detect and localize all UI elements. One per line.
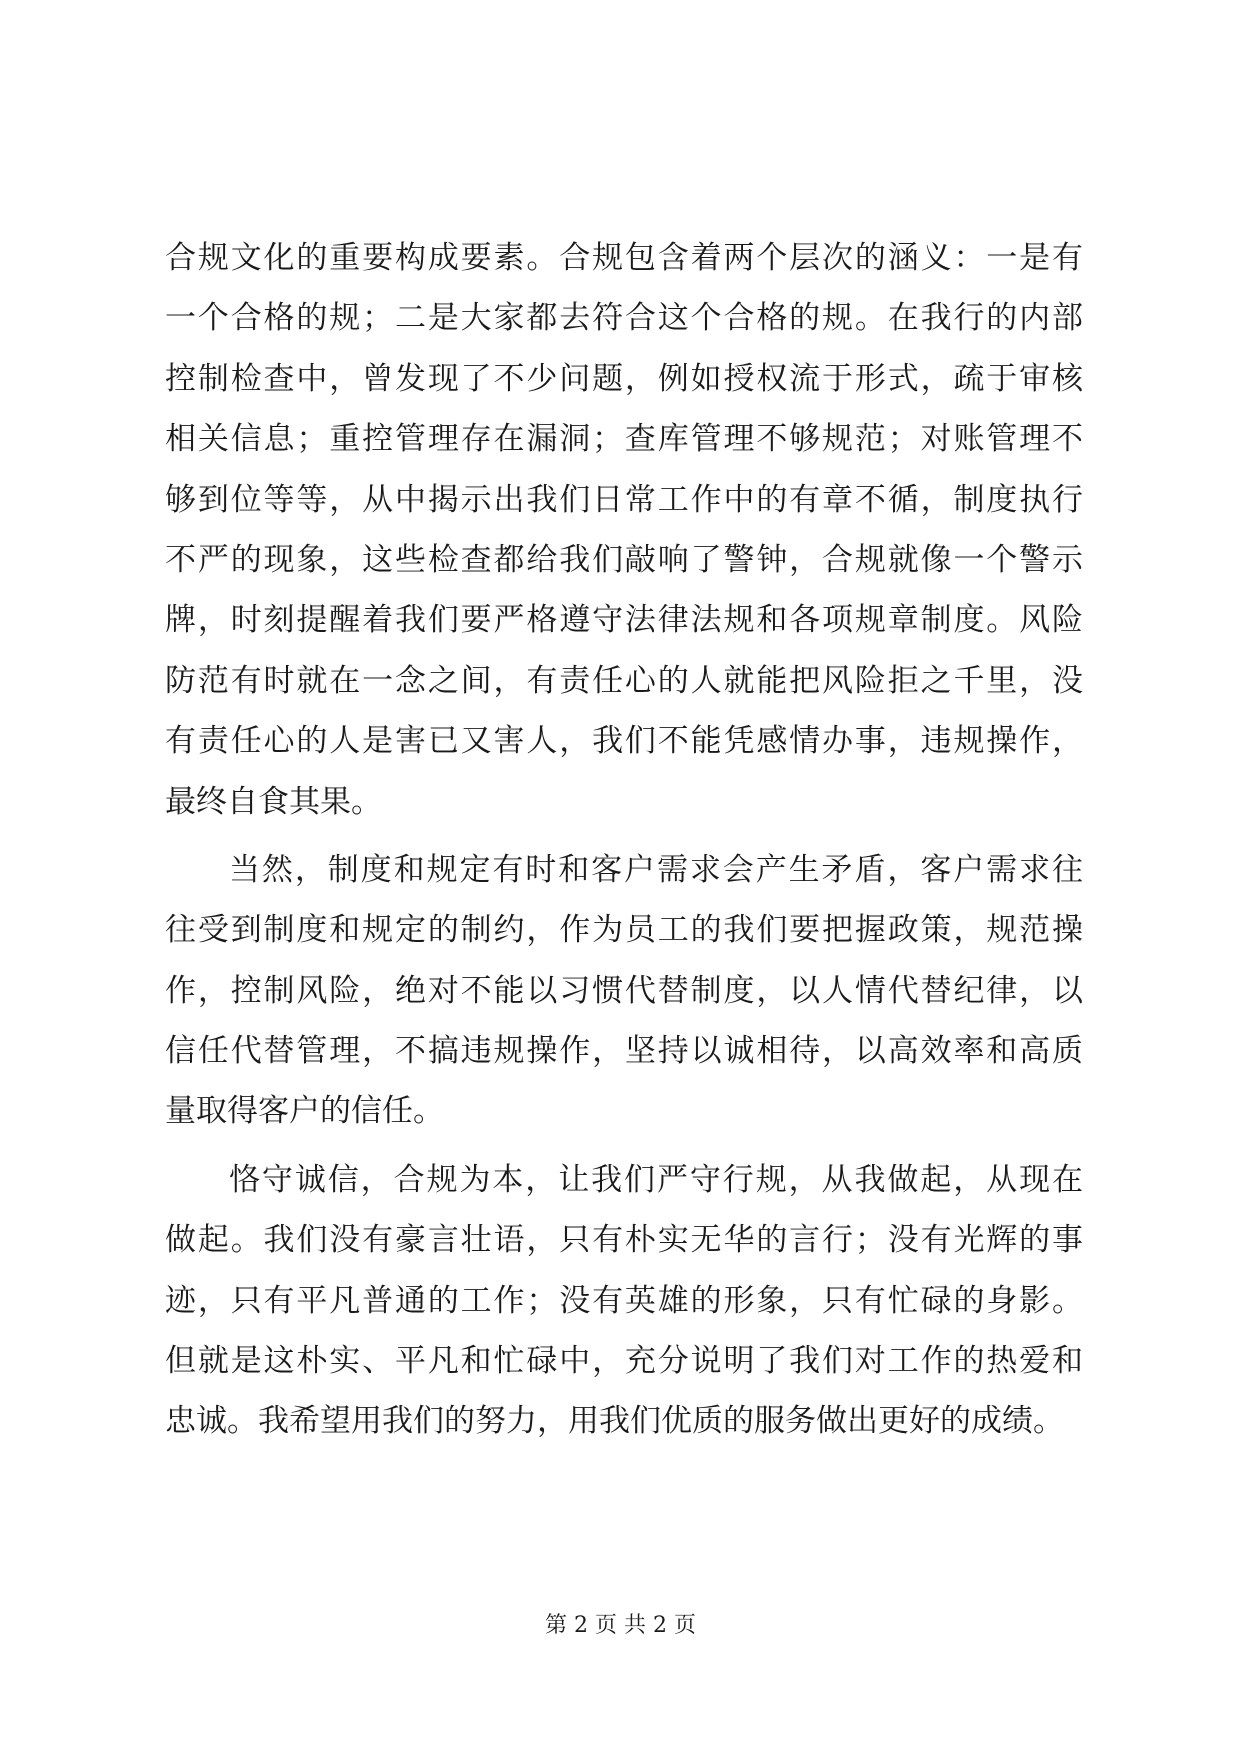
text-line: 有责任心的人是害已又害人，我们不能凭感情办事，违规操作， <box>165 723 1083 760</box>
text-line: 牌，时刻提醒着我们要严格遵守法律法规和各项规章制度。风险 <box>165 602 1083 639</box>
body-text <box>165 228 1083 1452</box>
text-line: 相关信息；重控管理存在漏洞；查库管理不够规范；对账管理不 <box>165 421 1083 458</box>
text-line: 防范有时就在一念之间，有责任心的人就能把风险拒之千里，没 <box>165 662 1083 699</box>
text-line: 合规文化的重要构成要素。合规包含着两个层次的涵义：一是有 <box>165 240 1083 276</box>
paragraph-1 <box>165 228 1083 832</box>
text-line: 做起。我们没有豪言壮语，只有朴实无华的言行；没有光辉的事 <box>165 1222 1083 1259</box>
text-line: 恪守诚信，合规为本，让我们严守行规，从我做起，从现在 <box>229 1161 1083 1198</box>
text-line: 忠诚。我希望用我们的努力，用我们优质的服务做出更好的成绩。 <box>165 1403 1064 1440</box>
text-line: 当然，制度和规定有时和客户需求会产生矛盾，客户需求往 <box>229 851 1083 888</box>
text-line: 信任代替管理，不搞违规操作，坚持以诚相待，以高效率和高质 <box>165 1033 1083 1070</box>
text-line: 但就是这朴实、平凡和忙碌中，充分说明了我们对工作的热爱和 <box>165 1343 1083 1380</box>
text-line: 作，控制风险，绝对不能以习惯代替制度，以人情代替纪律，以 <box>165 972 1083 1009</box>
text-line: 迹，只有平凡普通的工作；没有英雄的形象，只有忙碌的身影。 <box>165 1282 1083 1319</box>
paragraph-2 <box>165 840 1083 1142</box>
paragraph-3 <box>165 1150 1083 1452</box>
text-line: 往受到制度和规定的制约，作为员工的我们要把握政策，规范操 <box>165 912 1083 949</box>
page-number-label: 第 2 页 共 2 页 <box>545 1613 696 1638</box>
text-line: 量取得客户的信任。 <box>165 1093 444 1130</box>
text-line: 够到位等等，从中揭示出我们日常工作中的有章不循，制度执行 <box>165 481 1083 518</box>
page-footer <box>0 1608 1241 1639</box>
text-line: 一个合格的规；二是大家都去符合这个合格的规。在我行的内部 <box>165 300 1083 337</box>
text-line: 不严的现象，这些检查都给我们敲响了警钟，合规就像一个警示 <box>165 541 1083 578</box>
text-line: 控制检查中，曾发现了不少问题，例如授权流于形式，疏于审核 <box>165 360 1083 397</box>
text-line: 最终自食其果。 <box>165 783 382 820</box>
